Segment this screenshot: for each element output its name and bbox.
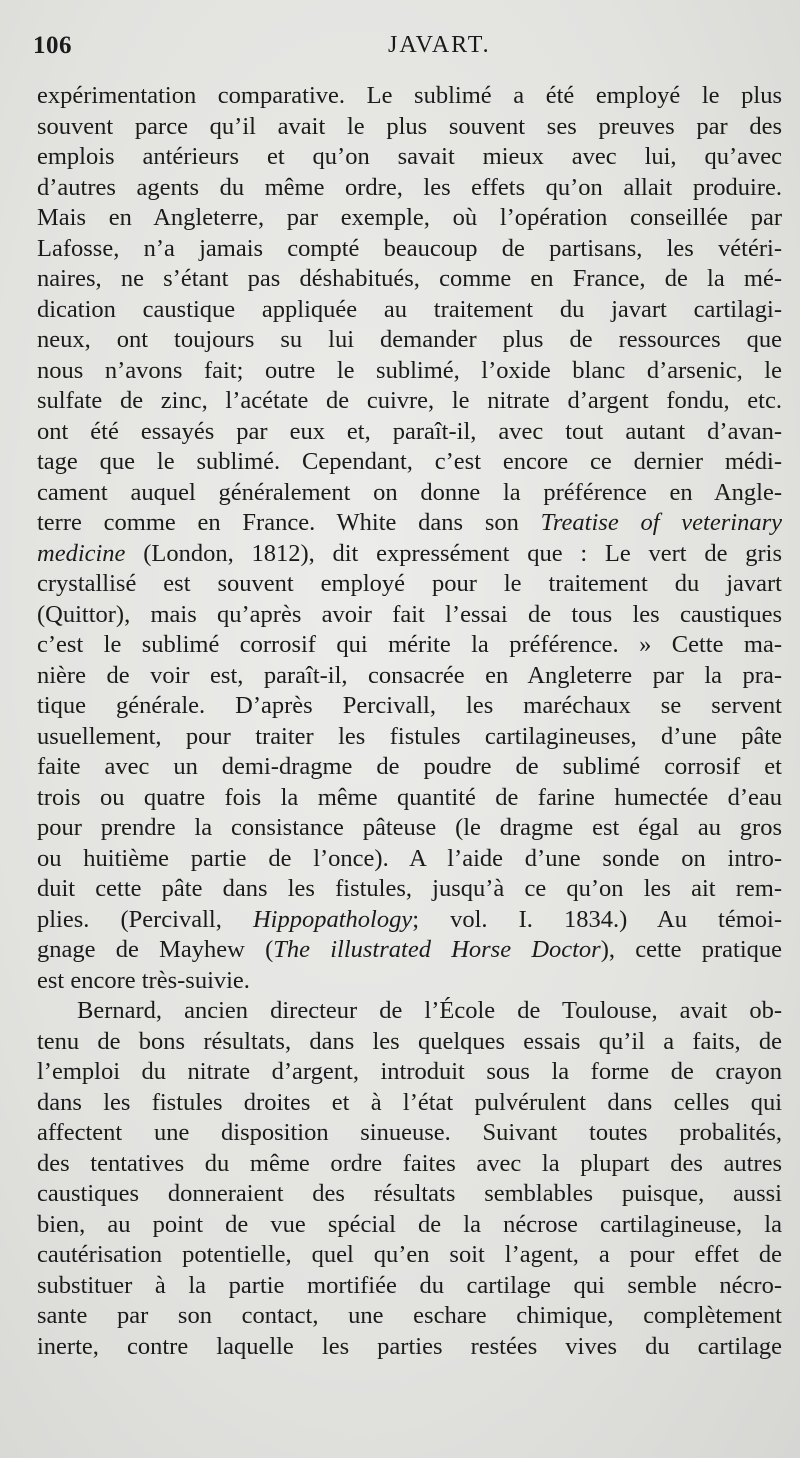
running-head: JAVART. — [388, 32, 491, 58]
text-line — [37, 935, 782, 966]
text-line: sulfate de zinc, l’acétate de cuivre, le nitrate d’argent fondu, etc. — [37, 387, 782, 414]
text-run: ), cette pratique — [600, 936, 783, 963]
text-line: pour prendre la consistance pâteuse (le dragme est égal au gros — [37, 814, 782, 841]
text-line: caustiques donneraient des résultats semblables puisque, aussi — [37, 1180, 782, 1207]
text-line: Lafosse, n’a jamais compté beaucoup de partisans, les vétéri- — [37, 234, 782, 262]
body-text — [37, 81, 782, 1362]
book-title: Hippopathology — [252, 905, 413, 933]
text-line: emplois antérieurs et qu’on savait mieux avec lui, qu’avec — [37, 143, 782, 170]
text-line: bien, au point de vue spécial de la nécrose cartilagineuse, la — [37, 1210, 782, 1238]
text-line: tenu de bons résultats, dans les quelques essais qu’il a faits, de — [37, 1027, 782, 1055]
text-line: duit cette pâte dans les fistules, jusqu’à ce qu’on les ait rem- — [37, 875, 782, 902]
text-line: tage que le sublimé. Cependant, c’est encore ce dernier médi- — [37, 448, 782, 475]
page-header — [33, 32, 785, 66]
text-line: faite avec un demi-dragme de poudre de sublimé corrosif et — [37, 753, 782, 780]
text-line — [37, 905, 782, 936]
text-line: (Quittor), mais qu’après avoir fait l’essai de tous les caustiques — [37, 600, 782, 628]
text-line: l’emploi du nitrate d’argent, introduit sous la forme de crayon — [37, 1058, 782, 1085]
book-title: medicine — [37, 539, 126, 567]
text-line: dans les fistules droites et à l’état pulvérulent dans celles qui — [37, 1088, 782, 1116]
book-title: The illustrated Horse Doctor — [273, 936, 601, 963]
text-line — [37, 539, 782, 570]
text-line: inerte, contre laquelle les parties restées vives du cartilage — [37, 1332, 782, 1360]
paragraph-last-line: est encore très-suivie. — [37, 966, 250, 994]
text-line: naires, ne s’étant pas déshabitués, comme en France, de la mé- — [37, 265, 782, 292]
text-run: plies. (Percivall, — [37, 905, 253, 933]
text-line: c’est le sublimé corrosif qui mérite la préférence. » Cette ma- — [37, 631, 782, 658]
text-line: souvent parce qu’il avait le plus souvent ses preuves par des — [37, 112, 782, 140]
text-line: sante par son contact, une eschare chimique, complètement — [37, 1302, 782, 1329]
text-run: ; vol. I. 1834.) Au témoi- — [412, 905, 783, 933]
text-run: terre comme en France. White dans son — [37, 509, 541, 536]
text-line: neux, ont toujours su lui demander plus de ressources que — [37, 326, 782, 353]
text-line — [37, 508, 782, 539]
text-line: expérimentation comparative. Le sublimé a été employé le plus — [37, 82, 782, 109]
text-line: tique générale. D’après Percivall, les maréchaux se servent — [37, 692, 782, 719]
book-title: Treatise of veterinary — [540, 509, 782, 536]
text-line: Mais en Angleterre, par exemple, où l’opération conseillée par — [37, 204, 782, 231]
text-line: d’autres agents du même ordre, les effets qu’on allait produire. — [37, 173, 782, 201]
text-line: dication caustique appliquée au traitement du javart cartilagi- — [37, 295, 782, 323]
text-line: ont été essayés par eux et, paraît-il, avec tout autant d’avan- — [37, 417, 782, 445]
text-line: affectent une disposition sinueuse. Suivant toutes probalités, — [37, 1119, 782, 1146]
page-number: 106 — [33, 32, 72, 59]
paragraph-first-line: Bernard, ancien directeur de l’École de Toulouse, avait ob- — [77, 997, 782, 1024]
text-line: nous n’avons fait; outre le sublimé, l’oxide blanc d’arsenic, le — [37, 356, 782, 384]
text-line: crystallisé est souvent employé pour le traitement du javart — [37, 570, 782, 597]
text-line: substituer à la partie mortifiée du cartilage qui semble nécro- — [37, 1271, 782, 1299]
text-run: (London, 1812), dit expressément que : Le vert de gris — [125, 539, 782, 567]
text-line: ou huitième partie de l’once). A l’aide d’une sonde on intro- — [37, 844, 782, 872]
text-line: trois ou quatre fois la même quantité de farine humectée d’eau — [37, 783, 782, 811]
text-line: nière de voir est, paraît-il, consacrée en Angleterre par la pra- — [37, 661, 782, 689]
text-line: cautérisation potentielle, quel qu’en soit l’agent, a pour effet de — [37, 1241, 782, 1268]
text-line: des tentatives du même ordre faites avec la plupart des autres — [37, 1149, 782, 1177]
text-run: gnage de Mayhew ( — [37, 936, 274, 963]
text-line: usuellement, pour traiter les fistules cartilagineuses, d’une pâte — [37, 722, 782, 750]
text-line: cament auquel généralement on donne la préférence en Angle- — [37, 478, 782, 506]
